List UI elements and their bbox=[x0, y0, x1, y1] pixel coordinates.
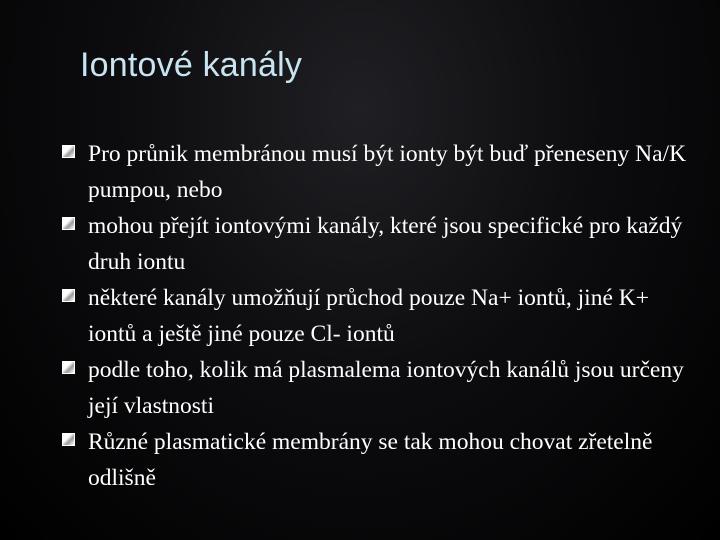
bullet-text: podle toho, kolik má plasmalema iontových kanálů jsou určeny její vlastnosti bbox=[88, 357, 684, 419]
square-bullet-icon bbox=[62, 289, 75, 302]
bullet-text: Pro průnik membránou musí být ionty být buď přeneseny Na/K pumpou, nebo bbox=[88, 141, 687, 203]
bullet-item bbox=[56, 280, 696, 352]
bullet-item bbox=[56, 136, 696, 208]
bullet-text: některé kanály umožňují průchod pouze Na+ iontů, jiné K+ iontů a ještě jiné pouze Cl- iontů bbox=[88, 285, 649, 347]
square-bullet-icon bbox=[62, 361, 75, 374]
bullet-item bbox=[56, 208, 696, 280]
bullet-text: mohou přejít iontovými kanály, které jsou specifické pro každý druh iontu bbox=[88, 213, 683, 275]
bullet-list bbox=[56, 136, 696, 496]
bullet-text: Různé plasmatické membrány se tak mohou chovat zřetelně odlišně bbox=[88, 429, 653, 491]
square-bullet-icon bbox=[62, 217, 75, 230]
slide-title: Iontové kanály bbox=[80, 46, 303, 84]
bullet-item bbox=[56, 424, 696, 496]
bullet-item bbox=[56, 352, 696, 424]
square-bullet-icon bbox=[62, 145, 75, 158]
square-bullet-icon bbox=[62, 433, 75, 446]
